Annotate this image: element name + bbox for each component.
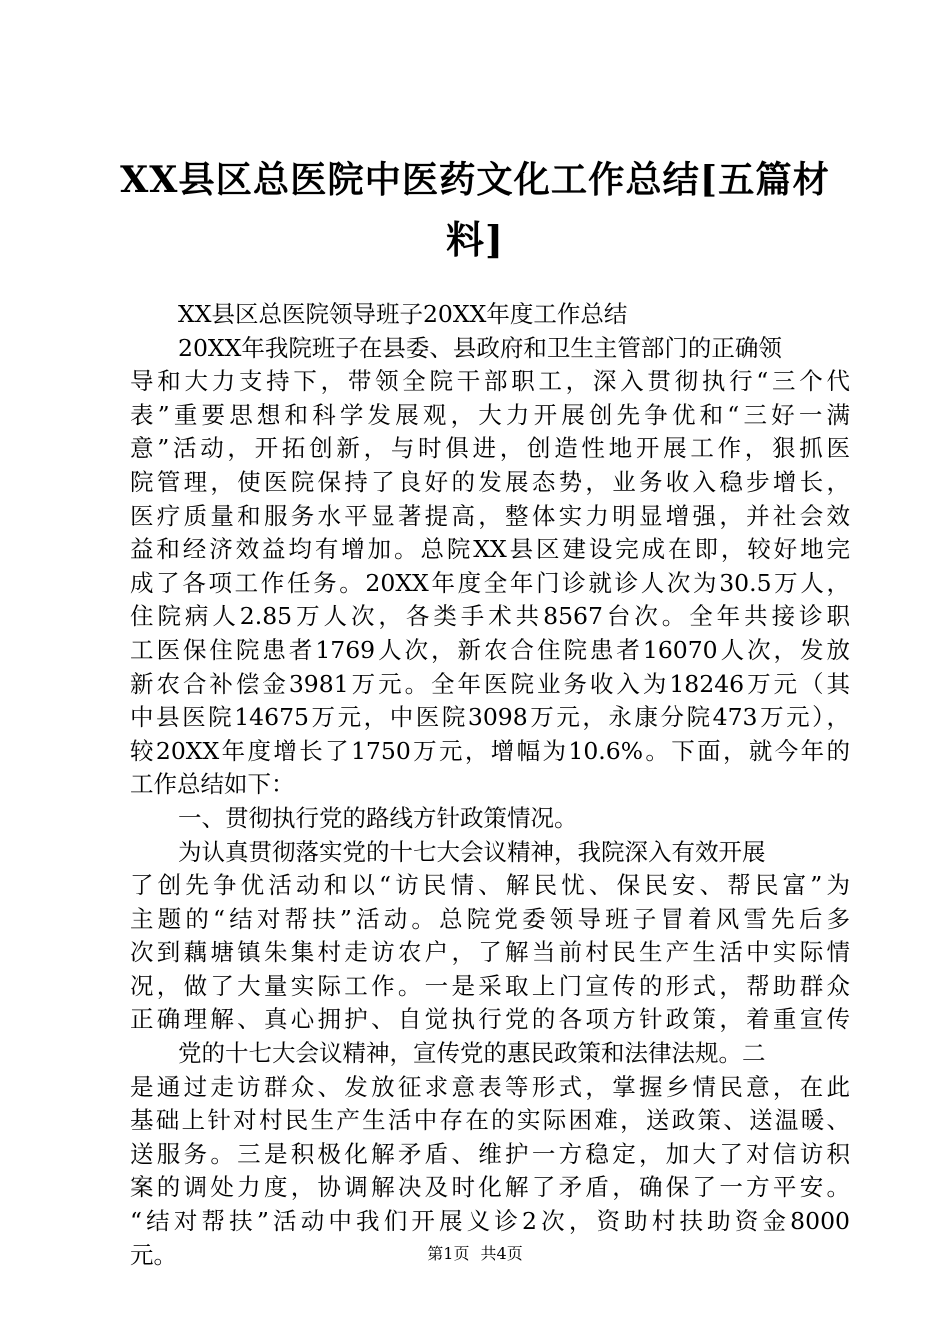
body-line: 次到藕塘镇朱集村走访农户，了解当前村民生产生活中实际情 [130,938,850,967]
section-heading: 一、贯彻执行党的路线方针政策情况。 [178,803,578,832]
body-line: 况，做了大量实际工作。一是采取上门宣传的形式，帮助群众 [130,971,850,1000]
body-line: 党的十七大会议精神，宣传党的惠民政策和法律法规。二 [178,1039,766,1068]
document-body [130,298,850,1272]
page-number: 第1页 [427,1244,470,1263]
body-line: 主题的“结对帮扶”活动。总院党委领导班子冒着风雪先后多 [130,904,850,933]
body-line: 较20XX年度增长了1750万元，增幅为10.6%。下面，就今年的 [130,736,850,765]
body-line: 表”重要思想和科学发展观，大力开展创先争优和“三好一满 [130,400,850,429]
body-line: 正确理解、真心拥护、自觉执行党的各项方针政策，着重宣传 [130,1005,850,1034]
body-line: 了创先争优活动和以“访民情、解民忧、保民安、帮民富”为 [130,871,850,900]
body-line: 是通过走访群众、发放征求意表等形式，掌握乡情民意，在此 [130,1072,850,1101]
page-footer [0,1242,950,1266]
body-line: 送服务。三是积极化解矛盾、维护一方稳定，加大了对信访积 [130,1139,850,1168]
body-line: 成了各项工作任务。20XX年度全年门诊就诊人次为30.5万人， [130,568,850,597]
title-line: 料] [446,217,504,262]
body-line: 益和经济效益均有增加。总院XX县区建设完成在即，较好地完 [130,535,850,564]
body-line: 基础上针对村民生产生活中存在的实际困难，送政策、送温暖、 [130,1106,850,1135]
document-title [120,150,830,270]
body-line: 住院病人2.85万人次，各类手术共8567台次。全年共接诊职 [130,602,850,631]
body-line: 意”活动，开拓创新，与时俱进，创造性地开展工作，狠抓医 [130,434,850,463]
body-line: 中县医院14675万元，中医院3098万元，永康分院473万元）， [130,703,850,732]
body-line: 新农合补偿金3981万元。全年医院业务收入为18246万元（其 [130,669,850,698]
body-line: 工医保住院患者1769人次，新农合住院患者16070人次，发放 [130,635,850,664]
body-line: 元。 [130,1240,177,1269]
body-line: 导和大力支持下，带领全院干部职工，深入贯彻执行“三个代 [130,367,850,396]
body-line: 工作总结如下： [130,770,295,799]
body-line: “结对帮扶”活动中我们开展义诊2次，资助村扶助资金8000 [130,1207,850,1236]
page-total: 共4页 [480,1244,523,1263]
body-line: 案的调处力度，协调解决及时化解了矛盾，确保了一方平安。 [130,1173,850,1202]
body-line: 医疗质量和服务水平显著提高，整体实力明显增强，并社会效 [130,501,850,530]
subtitle-line: XX县区总医院领导班子20XX年度工作总结 [178,300,628,328]
body-line: 20XX年我院班子在县委、县政府和卫生主管部门的正确领 [178,333,782,362]
body-line: 院管理，使医院保持了良好的发展态势，业务收入稳步增长， [130,467,850,496]
body-line: 为认真贯彻落实党的十七大会议精神，我院深入有效开展 [178,837,766,866]
title-line: XX县区总医院中医药文化工作总结[五篇材 [120,158,830,201]
